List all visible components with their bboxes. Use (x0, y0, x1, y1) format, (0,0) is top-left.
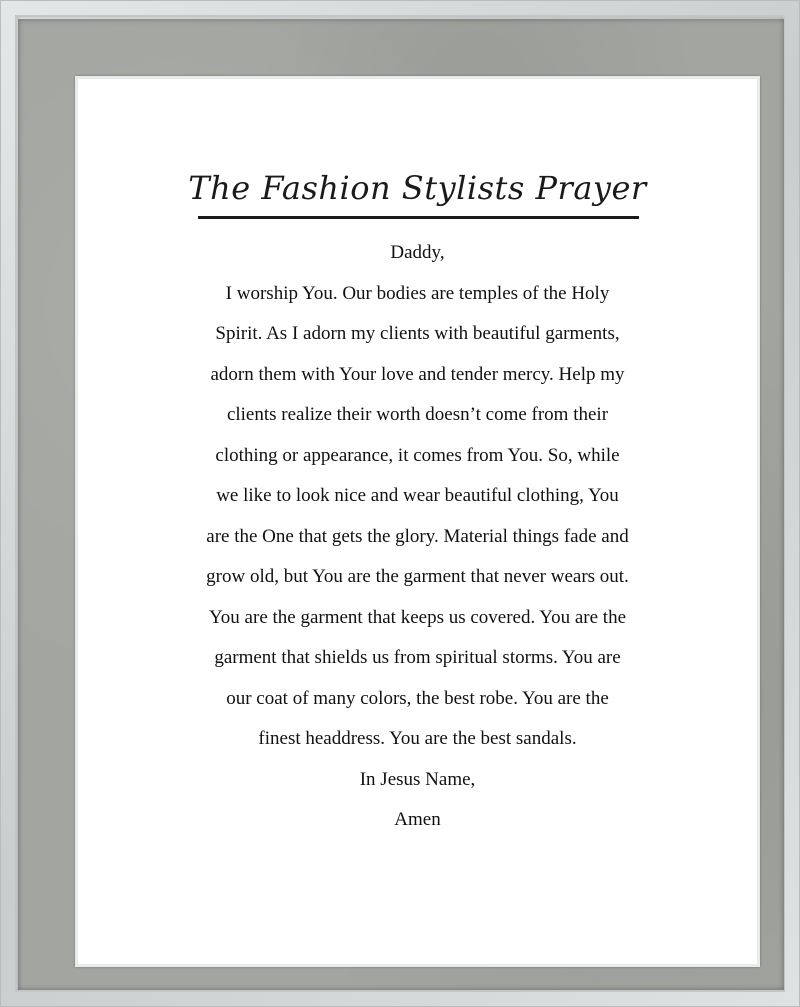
prayer-line: clothing or appearance, it comes from You. So, while (215, 444, 620, 466)
prayer-line: adorn them with Your love and tender mercy. Help my (210, 363, 625, 385)
mat-board (18, 19, 784, 990)
prayer-line: clients realize their worth doesn’t come from their (226, 404, 609, 425)
prayer-line: garment that shields us from spiritual storms. You are (214, 647, 621, 668)
title-underline (198, 216, 639, 219)
prayer-line: our coat of many colors, the best robe. You are the (226, 687, 609, 709)
prayer-closing: In Jesus Name, (359, 768, 476, 790)
prayer-line: I worship You. Our bodies are temples of the Holy (225, 282, 610, 304)
prayer-line: Daddy, (390, 242, 445, 263)
prayer-title: The Fashion Stylists Prayer (188, 169, 647, 207)
prayer-line: You are the garment that keeps us covered. You are the (208, 606, 627, 628)
prayer-line: finest headdress. You are the best sandals. (258, 728, 577, 749)
prayer-line: grow old, but You are the garment that never wears out. (206, 566, 629, 587)
prayer-line: are the One that gets the glory. Material things fade and (206, 525, 629, 547)
prayer-amen: Amen (394, 809, 441, 830)
prayer-line: we like to look nice and wear beautiful clothing, You (216, 485, 619, 506)
prayer-line: Spirit. As I adorn my clients with beautiful garments, (215, 323, 620, 344)
prayer-body (78, 233, 757, 841)
prayer-page (75, 76, 760, 967)
